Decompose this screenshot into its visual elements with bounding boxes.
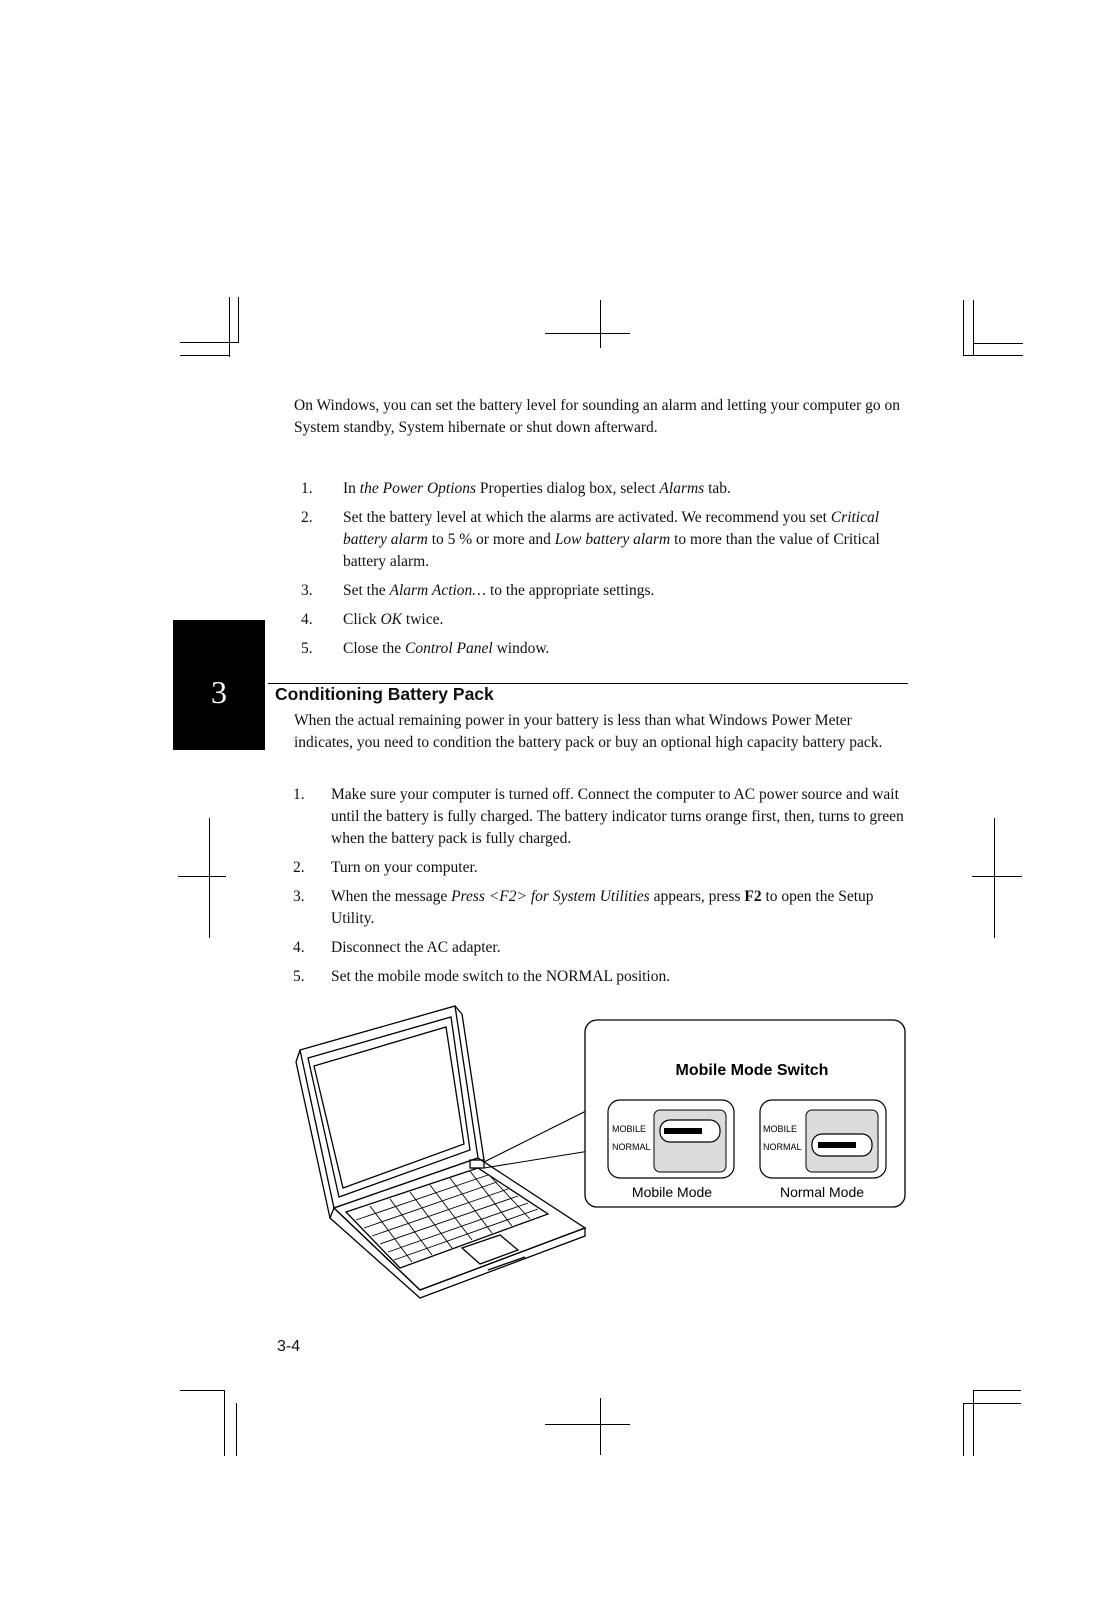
list-item: 1. In the Power Options Properties dialog box, select Alarms tab.	[301, 480, 731, 497]
section-intro: When the actual remaining power in your battery is less than what Windows Power Meter indicates, you need to condition the battery pack or buy an optional high capacity battery pack.	[294, 712, 883, 751]
normal-mode-switch	[760, 1100, 886, 1178]
list-item: 3. When the message Press <F2> for System Utilities appears, press F2 to open the Setup Utility.	[293, 888, 874, 927]
mobile-mode-switch	[608, 1100, 734, 1178]
list-item: 3. Set the Alarm Action… to the appropriate settings.	[301, 582, 655, 599]
chapter-number: 3	[211, 674, 227, 710]
intro-paragraph: On Windows, you can set the battery level for sounding an alarm and letting your computer go on System standby, System hibernate or shut down afterward.	[294, 397, 901, 436]
list-item: 4. Click OK twice.	[301, 611, 444, 628]
list-item: 4. Disconnect the AC adapter.	[293, 939, 501, 956]
switch-label-normal: NORMAL	[612, 1142, 651, 1152]
switch-label-mobile: MOBILE	[612, 1124, 647, 1134]
list-item: 2. Turn on your computer.	[293, 859, 478, 876]
caption-mobile-mode: Mobile Mode	[631, 1184, 713, 1200]
page-number: 3-4	[277, 1338, 301, 1355]
list-item: 2. Set the battery level at which the alarms are activated. We recommend you set Critical battery alarm to 5 % or more and Low battery alarm to more than the value of Critical battery alarm.	[301, 509, 880, 570]
list-item: 5. Set the mobile mode switch to the NORMAL position.	[293, 968, 671, 985]
list-item: 1. Make sure your computer is turned off. Connect the computer to AC power source and wait until the battery is fully charged. The battery indicator turns orange first, then, turns to green when the battery pack is fully charged.	[293, 786, 904, 847]
caption-normal-mode: Normal Mode	[779, 1184, 865, 1200]
list-item: 5. Close the Control Panel window.	[301, 640, 550, 657]
section-heading: Conditioning Battery Pack	[275, 684, 494, 704]
figure-title: Mobile Mode Switch	[675, 1062, 829, 1079]
laptop-illustration	[296, 1006, 585, 1298]
switch-label-normal: NORMAL	[763, 1142, 802, 1152]
switch-label-mobile: MOBILE	[763, 1124, 798, 1134]
